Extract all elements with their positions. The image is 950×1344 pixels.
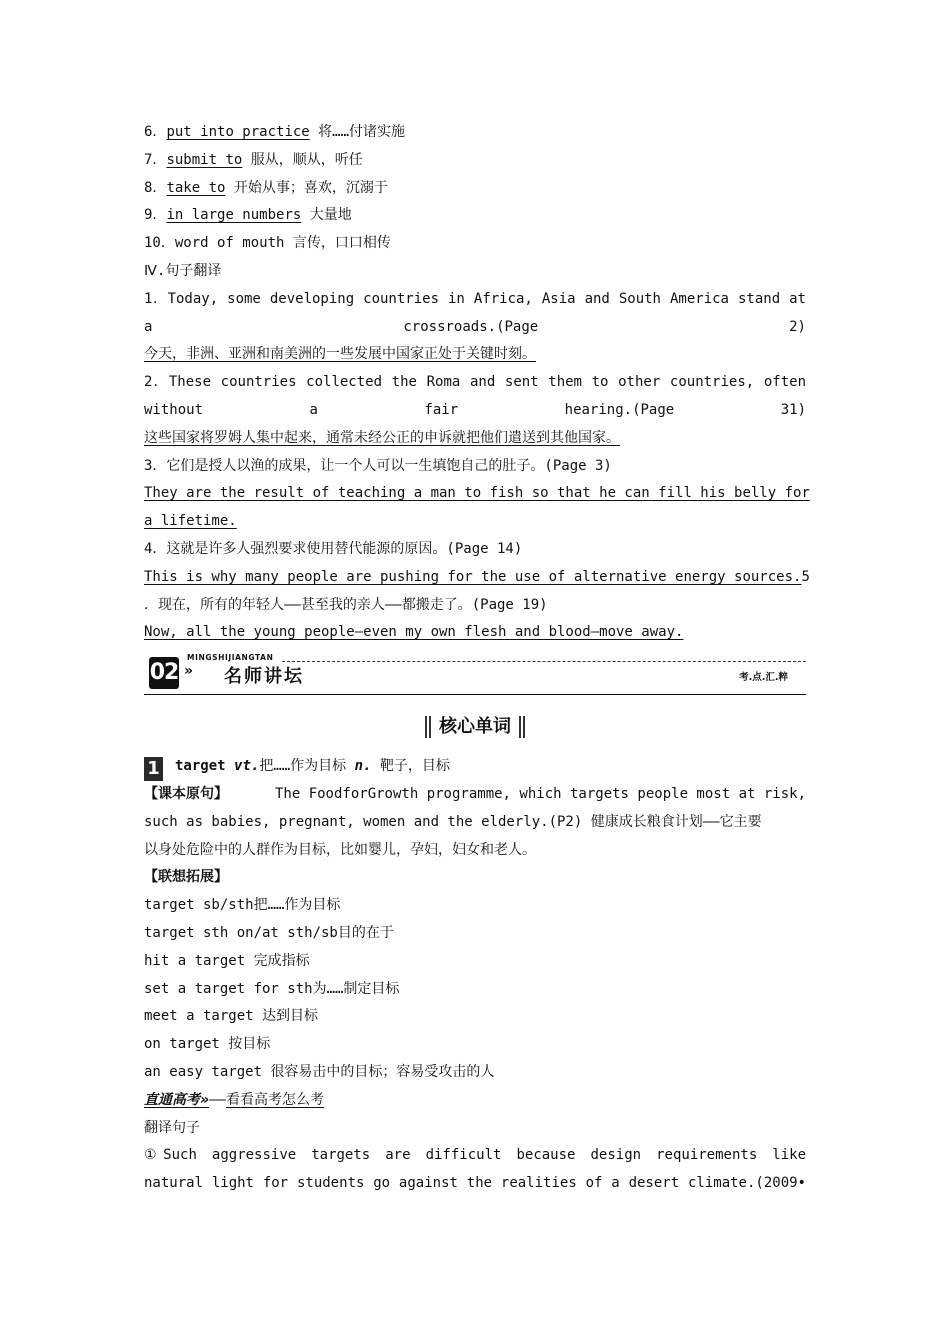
section-banner (144, 653, 806, 699)
sentence-en: a crossroads.(Page 2) (144, 318, 806, 335)
banner-rule (144, 694, 806, 695)
phrase-en: submit to (166, 151, 243, 168)
phrase-zh: 言传，口口相传 (284, 235, 391, 252)
title-bar-left (425, 716, 431, 738)
content-column (144, 119, 810, 1198)
expansion-item: an easy target 很容易击中的目标；容易受攻击的人 (144, 1063, 495, 1080)
expansion-item: target sb/sth把……作为目标 (144, 897, 341, 914)
expansion-item: meet a target 达到目标 (144, 1008, 319, 1025)
expand-label: 【联想拓展】 (144, 869, 228, 886)
section-heading: Ⅳ.句子翻译 (144, 262, 222, 279)
sentence-zh: 4．这就是许多人强烈要求使用替代能源的原因。(Page 14) (144, 540, 523, 557)
phrase-zh: 服从，顺从，听任 (242, 151, 363, 168)
phrase-item: 9．in large numbers 大量地 (144, 207, 352, 224)
expansion-item: target sth on/at sth/sb目的在于 (144, 924, 394, 941)
sentence-en: 1．Today, some developing countries in Africa, Asia and South America stand at (144, 290, 806, 307)
answer-en: They are the result of teaching a man to fish so that he can fill his belly for (144, 485, 810, 502)
gaokao-heading: 直通高考»——看看高考怎么考 (144, 1091, 324, 1108)
phrase-item: 7．submit to 服从，顺从，听任 (144, 151, 363, 168)
orig-sentence: such as babies, pregnant, women and the elderly.(P2) 健康成长粮食计划——它主要 (144, 813, 762, 830)
entry-number: 1 (144, 757, 163, 781)
entry-word: target (175, 758, 226, 775)
expansion-item: hit a target 完成指标 (144, 952, 310, 969)
phrase-en: in large numbers (166, 207, 302, 224)
banner-tag: 考.点.汇.粹 (739, 672, 788, 684)
banner-dashed-line (282, 661, 806, 662)
orig-sentence: 以身处危险中的人群作为目标，比如婴儿，孕妇，妇女和老人。 (144, 841, 536, 858)
expansion-item: set a target for sth为……制定目标 (144, 980, 400, 997)
entry-pos: vt. (234, 758, 260, 775)
answer-en: a lifetime. (144, 513, 237, 530)
sentence-en: 2．These countries collected the Roma and sent them to other countries, often (144, 374, 806, 391)
answer-zh: 这些国家将罗姆人集中起来，通常未经公正的申诉就把他们遣送到其他国家。 (144, 429, 620, 446)
banner-pinyin: MINGSHIJIANGTAN (187, 653, 274, 663)
phrase-item: 10．word of mouth 言传，口口相传 (144, 235, 391, 252)
item-number: 5 (801, 568, 810, 585)
title-bar-right (519, 716, 525, 738)
gaokao-task: 翻译句子 (144, 1119, 200, 1136)
phrase-en: word of mouth (174, 235, 285, 252)
gaokao-label: 直通高考» (144, 1091, 210, 1108)
entry-headword: 1 target vt.把……作为目标 n. 靶子，目标 (144, 753, 806, 781)
expansion-item: on target 按目标 (144, 1036, 271, 1053)
banner-title: 名师讲坛 (224, 666, 304, 688)
banner-number: 02 (149, 657, 179, 689)
chevron-right-icon: » (184, 663, 194, 680)
answer-zh: 今天，非洲、亚洲和南美洲的一些发展中国家正处于关键时刻。 (144, 346, 536, 363)
phrase-zh: 开始从事；喜欢，沉溺于 (225, 179, 388, 196)
answer-en: Now, all the young people—even my own flesh and blood—move away. (144, 624, 684, 641)
phrase-en: take to (166, 179, 226, 196)
phrase-item: 6．put into practice 将……付诸实施 (144, 124, 406, 140)
gaokao-question: ①Such aggressive targets are difficult because design requirements like (144, 1147, 806, 1164)
gaokao-question: natural light for students go against the realities of a desert climate.(2009• (144, 1175, 806, 1192)
core-section-title: 核心单词 (144, 705, 806, 749)
orig-sentence: 【课本原句】 The FoodforGrowth programme, which targets people most at risk, (144, 781, 806, 809)
orig-label: 【课本原句】 (144, 785, 228, 802)
gaokao-sub: 看看高考怎么考 (225, 1091, 324, 1108)
sentence-zh: 3．它们是授人以渔的成果，让一个人可以一生填饱自己的肚子。(Page 3) (144, 457, 612, 474)
entry-pos: n. (354, 758, 372, 775)
phrase-en: put into practice (166, 124, 310, 140)
phrase-item: 8．take to 开始从事；喜欢，沉溺于 (144, 179, 388, 196)
sentence-zh: ．现在，所有的年轻人——甚至我的亲人——都搬走了。(Page 19) (144, 596, 548, 613)
phrase-zh: 将……付诸实施 (309, 124, 406, 140)
sentence-en: without a fair hearing.(Page 31) (144, 401, 806, 418)
answer-en: This is why many people are pushing for the use of alternative energy sources. (144, 568, 802, 585)
phrase-zh: 大量地 (301, 207, 352, 224)
